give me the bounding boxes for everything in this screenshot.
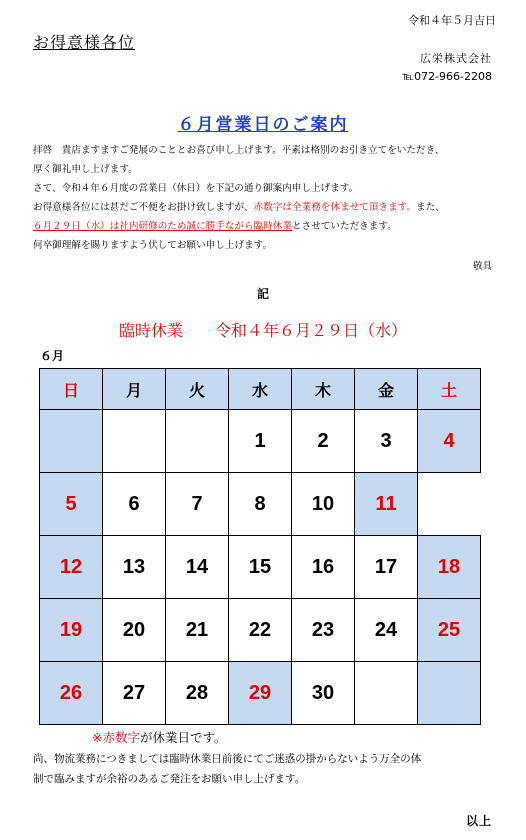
body-line: 厚く御礼申し上げます。 xyxy=(33,164,138,175)
letter-date: 令和４年５月吉日 xyxy=(408,14,496,27)
day-cell: 1 xyxy=(229,410,292,473)
weekday-fri: 金 xyxy=(355,369,418,410)
weekday-sun: 日 xyxy=(40,369,103,410)
week-row xyxy=(40,599,481,662)
day-cell: 3 xyxy=(355,410,418,473)
letter-body xyxy=(33,141,503,255)
body-line xyxy=(33,198,503,217)
day-cell: 25 xyxy=(418,599,481,662)
day-cell: 8 xyxy=(229,473,292,536)
closure-line xyxy=(0,318,526,341)
day-cell: 19 xyxy=(40,599,103,662)
closure-date: 令和４年６月２９日（水） xyxy=(215,321,408,340)
day-cell xyxy=(166,410,229,473)
day-cell: 2 xyxy=(292,410,355,473)
calendar-table xyxy=(39,368,481,725)
page-title: ６月営業日のご案内 xyxy=(177,115,349,135)
week-row xyxy=(40,662,481,725)
week-row xyxy=(40,473,481,536)
weekday-wed: 水 xyxy=(229,369,292,410)
end-mark: 以上 xyxy=(465,814,492,828)
day-cell: 7 xyxy=(166,473,229,536)
footer-line: 尚、物流業務につきましては臨時休業日前後にてご迷惑の掛からないよう万全の体 xyxy=(33,753,422,765)
day-cell: 5 xyxy=(40,473,103,536)
weekday-sat: 土 xyxy=(418,369,481,410)
body-line: 拝啓 貴店ますますご発展のこととお喜び申し上げます。平素は格別のお引き立てをいただき、 xyxy=(33,145,445,156)
day-cell: 27 xyxy=(103,662,166,725)
body-text: お得意様各位には甚だご不便をお掛け致しますが、 xyxy=(33,202,254,213)
day-cell: 24 xyxy=(355,599,418,662)
day-cell: 12 xyxy=(40,536,103,599)
day-cell: 11 xyxy=(355,473,418,536)
note-mark: ※ xyxy=(92,730,103,745)
holiday-note xyxy=(92,728,227,746)
body-line: 何卒御理解を賜りますよう伏してお願い申し上げます。 xyxy=(33,240,273,251)
calendar-month: ６月 xyxy=(40,349,65,363)
closure-notice: ６月２９日（水）は社内研修のため誠に勝手ながら臨時休業 xyxy=(33,221,293,232)
day-cell-closure: 29 xyxy=(229,662,292,725)
body-line xyxy=(33,217,503,236)
day-cell: 28 xyxy=(166,662,229,725)
company-tel: ℡072-966-2208 xyxy=(402,70,492,83)
note-text: が休業日です。 xyxy=(140,730,227,745)
weekday-row xyxy=(40,369,481,410)
weekday-mon: 月 xyxy=(103,369,166,410)
week-row xyxy=(40,536,481,599)
weekday-tue: 火 xyxy=(166,369,229,410)
day-cell: 26 xyxy=(40,662,103,725)
ki-heading: 記 xyxy=(256,287,269,301)
day-cell: 23 xyxy=(292,599,355,662)
footer-line: 制で臨みますが余裕のあるご発注をお願い申し上げます。 xyxy=(33,773,306,785)
day-cell: 13 xyxy=(103,536,166,599)
footer-text xyxy=(33,749,503,789)
day-cell: 15 xyxy=(229,536,292,599)
day-cell: 4 xyxy=(418,410,481,473)
week-row xyxy=(40,410,481,473)
day-cell xyxy=(418,662,481,725)
body-line: さて、令和４年６月度の営業日（休日）を下記の通り御案内申し上げます。 xyxy=(33,183,359,194)
day-cell: 6 xyxy=(103,473,166,536)
day-cell: 30 xyxy=(292,662,355,725)
day-cell: 21 xyxy=(166,599,229,662)
recipient: お得意様各位 xyxy=(33,33,136,52)
day-cell xyxy=(40,410,103,473)
holiday-notice: 赤数字は全業務を休ませて頂きます。 xyxy=(253,202,416,213)
body-text: とさせていただきます。 xyxy=(292,221,397,232)
company-name: 広栄株式会社 xyxy=(420,52,492,65)
closure-label: 臨時休業 xyxy=(118,321,183,340)
day-cell: 20 xyxy=(103,599,166,662)
body-text: また、 xyxy=(415,202,445,213)
day-cell: 10 xyxy=(292,473,355,536)
day-cell: 16 xyxy=(292,536,355,599)
note-red-text: 赤数字 xyxy=(102,730,140,745)
weekday-thu: 木 xyxy=(292,369,355,410)
closing-word: 敬具 xyxy=(472,261,492,272)
day-cell: 18 xyxy=(418,536,481,599)
day-cell xyxy=(355,662,418,725)
day-cell: 22 xyxy=(229,599,292,662)
day-cell: 17 xyxy=(355,536,418,599)
day-cell: 14 xyxy=(166,536,229,599)
day-cell xyxy=(103,410,166,473)
